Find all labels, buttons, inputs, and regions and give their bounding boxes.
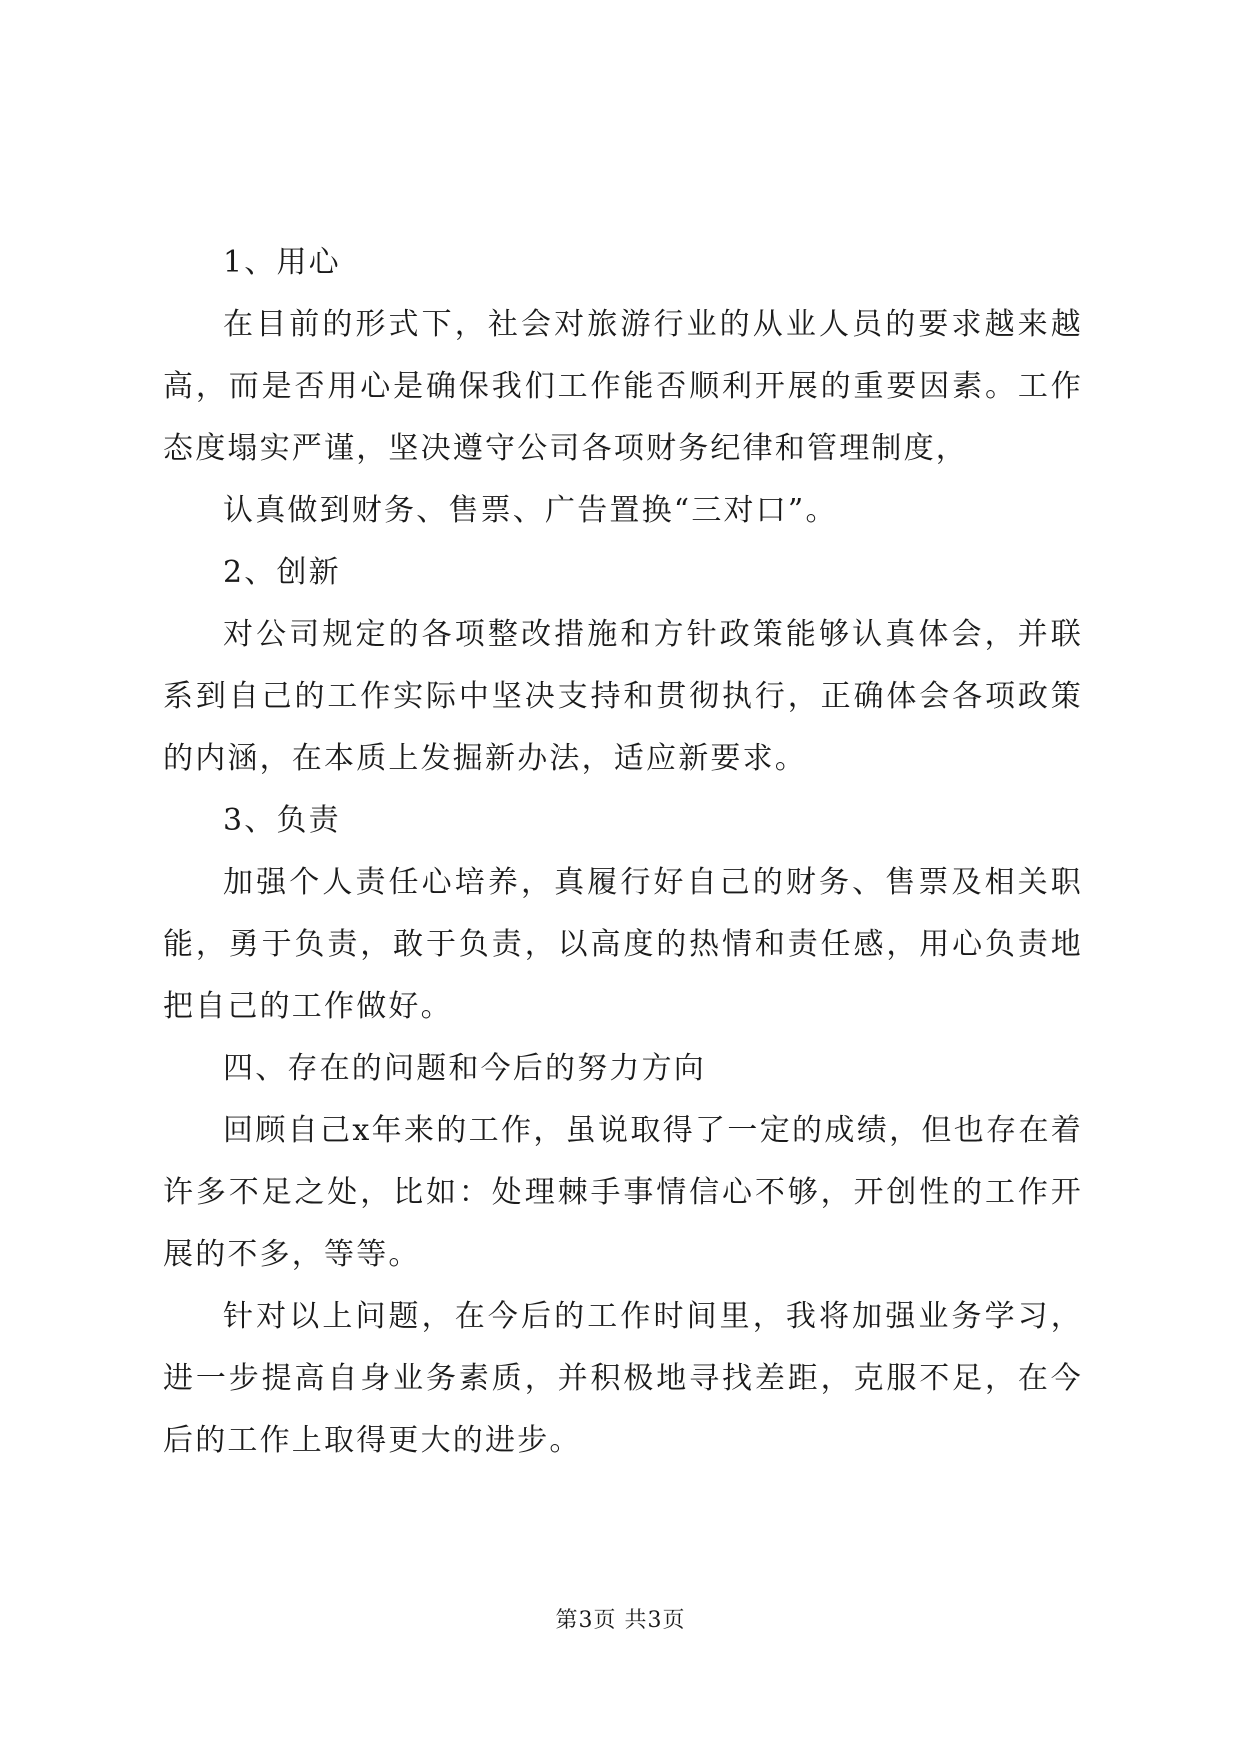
section-heading-4: 四、存在的问题和今后的努力方向 — [223, 1051, 706, 1086]
section-heading-2: 2、创新 — [223, 555, 341, 590]
document-body — [163, 232, 1083, 1472]
body-paragraph: 针对以上问题，在今后的工作时间里，我将加强业务学习，进一步提高自身业务素质，并积极地寻找差距，克服不足，在今后的工作上取得更大的进步。 — [163, 1299, 1083, 1458]
body-paragraph: 回顾自己x年来的工作，虽说取得了一定的成绩，但也存在着许多不足之处，比如：处理棘手事情信心不够，开创性的工作开展的不多，等等。 — [163, 1113, 1083, 1272]
page-number-footer: 第3页 共3页 — [555, 1608, 686, 1633]
body-paragraph: 对公司规定的各项整改措施和方针政策能够认真体会，并联系到自己的工作实际中坚决支持和贯彻执行，正确体会各项政策的内涵，在本质上发掘新办法，适应新要求。 — [163, 617, 1083, 776]
section-heading-1: 1、用心 — [223, 245, 341, 280]
body-paragraph: 认真做到财务、售票、广告置换“三对口”。 — [223, 493, 838, 528]
body-paragraph: 加强个人责任心培养，真履行好自己的财务、售票及相关职能，勇于负责，敢于负责，以高度的热情和责任感，用心负责地把自己的工作做好。 — [163, 865, 1083, 1024]
section-heading-3: 3、负责 — [223, 803, 341, 838]
body-paragraph: 在目前的形式下，社会对旅游行业的从业人员的要求越来越高，而是否用心是确保我们工作能否顺利开展的重要因素。工作态度塌实严谨，坚决遵守公司各项财务纪律和管理制度， — [163, 307, 1083, 466]
